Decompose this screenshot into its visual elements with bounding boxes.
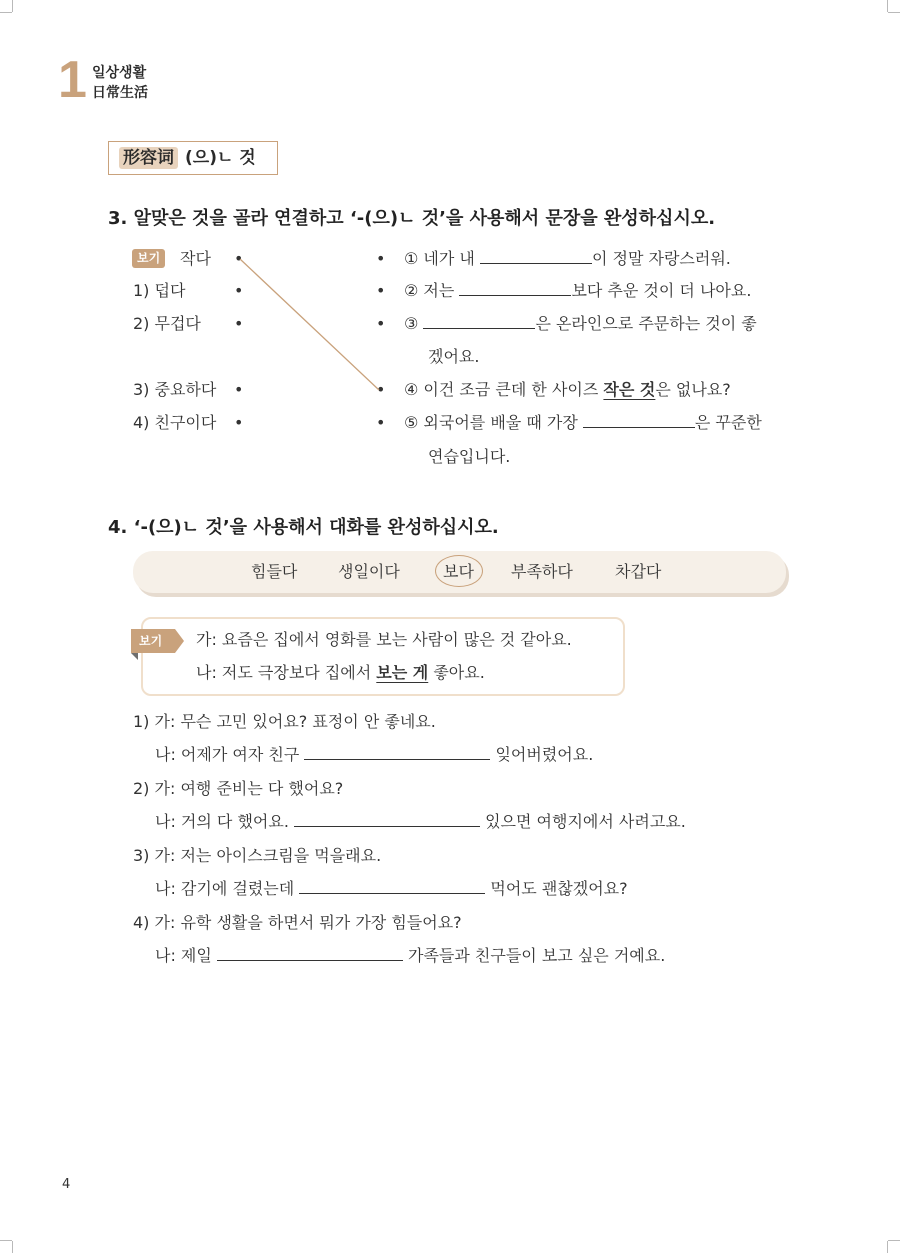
right-sentence-2: ② 저는 보다 추운 것이 더 나아요. xyxy=(404,281,752,300)
left-item-1: 1) 덥다 xyxy=(133,281,186,300)
match-dot-right[interactable]: • xyxy=(376,314,386,333)
example-line-1: 가: 요즘은 집에서 영화를 보는 사람이 많은 것 같아요. xyxy=(196,630,572,649)
match-dot-right[interactable]: • xyxy=(376,380,386,399)
dialogue-answer: 나: 제일 가족들과 친구들이 보고 싶은 거예요. xyxy=(155,946,666,965)
match-dot-right[interactable]: • xyxy=(376,413,386,432)
dialogue-question: 2) 가: 여행 준비는 다 했어요? xyxy=(133,779,344,798)
match-dot-left[interactable]: • xyxy=(234,314,244,333)
answer-blank[interactable] xyxy=(217,946,403,961)
answer-blank[interactable] xyxy=(480,249,592,264)
grammar-pattern: (으)ㄴ 것 xyxy=(185,148,256,168)
chapter-title-zh: 日常生活 xyxy=(92,85,148,101)
right-sentence-5: ⑤ 외국어를 배울 때 가장 은 꾸준한 xyxy=(404,413,762,432)
example-answer: 작은 것 xyxy=(603,380,656,399)
match-dot-left[interactable]: • xyxy=(234,380,244,399)
left-item-4: 4) 친구이다 xyxy=(133,413,217,432)
match-dot-left[interactable]: • xyxy=(234,249,244,268)
grammar-label: 形容词 xyxy=(119,147,178,169)
match-dot-left[interactable]: • xyxy=(234,413,244,432)
answer-blank[interactable] xyxy=(299,879,485,894)
example-line-2: 나: 저도 극장보다 집에서 보는 게 좋아요. xyxy=(196,663,485,682)
right-sentence-3-cont: 겠어요. xyxy=(428,347,480,366)
example-answer: 보는 게 xyxy=(376,663,429,682)
dialogue-question: 3) 가: 저는 아이스크림을 먹을래요. xyxy=(133,846,382,865)
q3-title: 3. 알맞은 것을 골라 연결하고 ‘-(으)ㄴ 것’을 사용해서 문장을 완성하십시오. xyxy=(108,208,716,229)
right-sentence-5-cont: 연습입니다. xyxy=(428,447,511,466)
crop-mark xyxy=(12,1241,13,1253)
right-sentence-4: ④ 이건 조금 큰데 한 사이즈 작은 것은 없나요? xyxy=(404,380,731,399)
answer-blank[interactable] xyxy=(459,281,571,296)
match-dot-left[interactable]: • xyxy=(234,281,244,300)
example-badge: 보기 xyxy=(132,249,165,268)
crop-mark xyxy=(887,1241,888,1253)
answer-blank[interactable] xyxy=(294,812,480,827)
word-bank-item: 힘들다 xyxy=(251,562,298,581)
left-item-2: 2) 무겁다 xyxy=(133,314,201,333)
crop-mark xyxy=(0,1240,12,1241)
word-bank-item: 보다 xyxy=(443,562,474,581)
answer-blank[interactable] xyxy=(583,413,695,428)
chapter-number: 1 xyxy=(58,51,87,109)
tag-fold-icon xyxy=(131,653,138,660)
chapter-title-ko: 일상생활 xyxy=(92,65,147,81)
crop-mark xyxy=(888,1240,900,1241)
match-dot-right[interactable]: • xyxy=(376,281,386,300)
right-sentence-3: ③ 은 온라인으로 주문하는 것이 좋 xyxy=(404,314,757,333)
q4-title: 4. ‘-(으)ㄴ 것’을 사용해서 대화를 완성하십시오. xyxy=(108,517,499,538)
left-item-3: 3) 중요하다 xyxy=(133,380,217,399)
page-number: 4 xyxy=(62,1177,71,1192)
dialogue-answer: 나: 거의 다 했어요. 있으면 여행지에서 사려고요. xyxy=(155,812,686,831)
word-bank-item: 차갑다 xyxy=(615,562,662,581)
left-item-example: 작다 xyxy=(180,249,211,268)
dialogue-answer: 나: 감기에 걸렸는데 먹어도 괜찮겠어요? xyxy=(155,879,628,898)
tag-arrow-icon xyxy=(175,629,184,653)
dialogue-answer: 나: 어제가 여자 친구 잊어버렸어요. xyxy=(155,745,594,764)
word-bank-item: 생일이다 xyxy=(338,562,400,581)
word-bank xyxy=(133,551,786,593)
match-dot-right[interactable]: • xyxy=(376,249,386,268)
dialogue-question: 4) 가: 유학 생활을 하면서 뭐가 가장 힘들어요? xyxy=(133,913,462,932)
answer-blank[interactable] xyxy=(423,314,535,329)
right-sentence-1: ① 네가 내 이 정말 자랑스러워. xyxy=(404,249,731,268)
example-dialogue-box xyxy=(141,617,625,696)
word-bank-item: 부족하다 xyxy=(511,562,573,581)
dialogue-question: 1) 가: 무슨 고민 있어요? 표정이 안 좋네요. xyxy=(133,712,436,731)
answer-blank[interactable] xyxy=(304,745,490,760)
example-tag: 보기 xyxy=(131,629,175,653)
